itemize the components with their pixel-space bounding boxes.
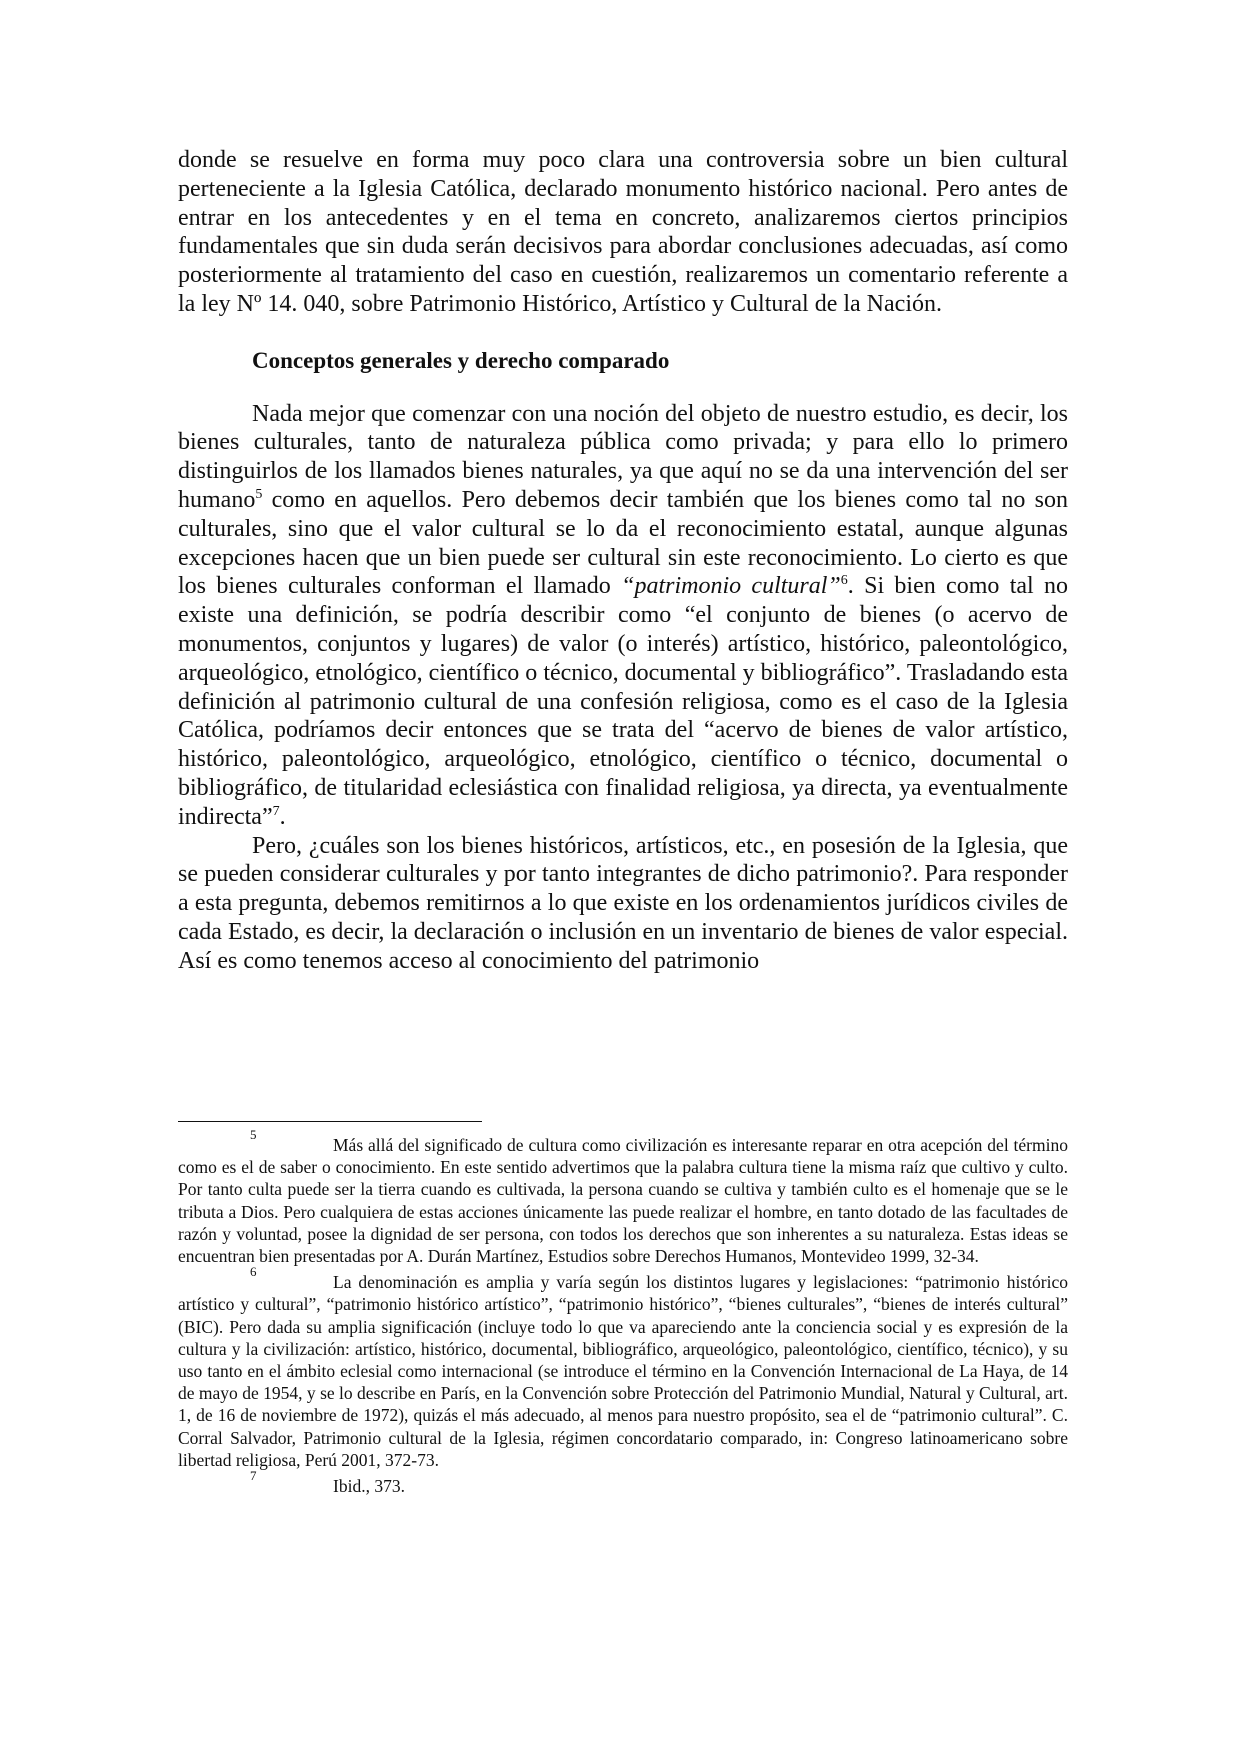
footnote-number: 5 <box>250 1127 257 1142</box>
footnote-6 <box>178 1264 1068 1471</box>
footnote-5 <box>178 1127 1068 1267</box>
footnotes <box>178 1127 1068 1497</box>
paragraph-2-part-d: . <box>279 803 286 830</box>
footnote-text: La denominación es amplia y varía según los distintos lugares y legislaciones: “patrimonio histórico artístico y cultural”, “patrimonio histórico artístico”, “patrimonio histórico”, “bienes culturales”, “bienes de interés cultural” (BIC). Pero dada su amplia significación (incluye todo lo que va apareciendo ante la conciencia social y es expresión de la cultura y la civilización: artístico, histórico, documental, bibliográfico, arqueológico, paleontológico, científico, técnico), y su uso tanto en el ámbito eclesial como internacional (se introduce el término en la Convención Internacional de La Haya, de 14 de mayo de 1954, y se lo describe en París, en la Convención sobre Protección del Patrimonio Mundial, Natural y Cultural, art. 1, de 16 de noviembre de 1972), quizás el más adecuado, al menos para nuestro propósito, sea el de “patrimonio cultural”. C. Corral Salvador, Patrimonio cultural de la Iglesia, régimen concordatario comparado, in: Congreso latinoamericano sobre libertad religiosa, Perú 2001, 372-73. <box>178 1272 1068 1470</box>
footnote-ref-5[interactable]: 5 <box>255 486 263 502</box>
footnote-ref-6[interactable]: 6 <box>840 573 848 589</box>
paragraph-3: Pero, ¿cuáles son los bienes históricos, artísticos, etc., en posesión de la Iglesia, que se pueden considerar culturales y por tanto integrantes de dicho patrimonio?. Para responder a esta pregunta, debemos remitirnos a lo que existe en los ordenamientos jurídicos civiles de cada Estado, es decir, la declaración o inclusión en un inventario de bienes de valor especial. Así es como tenemos acceso al conocimiento del patrimonio <box>178 832 1068 974</box>
paragraph-2-part-a: Nada mejor que comenzar con una noción del objeto de nuestro estudio, es decir, los bienes culturales, tanto de naturaleza pública como privada; y para ello lo primero distinguirlos de los llamados bienes naturales, ya que aquí no se da una intervención del ser humano <box>178 400 1068 513</box>
section-heading: Conceptos generales y derecho comparado <box>252 347 670 373</box>
paragraph-2-part-c: . Si bien como tal no existe una definición, se podría describir como “el conjunto de bienes (o acervo de monumentos, conjuntos y lugares) de valor (o interés) artístico, histórico, paleontológico, arqueológico, etnológico, científico o técnico, documental y bibliográfico”. Trasladando esta definición al patrimonio cultural de una confesión religiosa, como es el caso de la Iglesia Católica, podríamos decir entonces que se trata del “acervo de bienes de valor artístico, histórico, paleontológico, arqueológico, etnológico, científico o técnico, documental o bibliográfico, de titularidad eclesiástica con finalidad religiosa, ya directa, ya eventualmente indirecta” <box>178 573 1068 830</box>
footnote-number: 7 <box>250 1468 257 1484</box>
footnote-7 <box>178 1468 1068 1497</box>
italic-term: “patrimonio cultural” <box>621 573 841 600</box>
paragraph-1: donde se resuelve en forma muy poco clara una controversia sobre un bien cultural perteneciente a la Iglesia Católica, declarado monumento histórico nacional. Pero antes de entrar en los antecedentes y en el tema en concreto, analizaremos ciertos principios fundamentales que sin duda serán decisivos para abordar conclusiones adecuadas, así como posteriormente al tratamiento del caso en cuestión, realizaremos un comentario referente a la ley Nº 14. 040, sobre Patrimonio Histórico, Artístico y Cultural de la Nación. <box>178 147 1068 317</box>
main-body <box>178 146 1068 976</box>
footnote-text: Ibid., 373. <box>333 1476 405 1497</box>
footnote-number: 6 <box>250 1264 257 1280</box>
footnote-separator <box>178 1121 482 1122</box>
paragraph-2-part-b: como en aquellos. Pero debemos decir también que los bienes como tal no son culturales, sino que el valor cultural se lo da el reconocimiento estatal, aunque algunas excepciones hacen que un bien puede ser cultural sin este reconocimiento. Lo cierto es que los bienes culturales conforman el llamado <box>178 486 1068 600</box>
footnote-ref-7[interactable]: 7 <box>272 803 280 819</box>
footnote-text: Más allá del significado de cultura como civilización es interesante reparar en otra acepción del término como es el de saber o conocimiento. En este sentido advertimos que la palabra cultura tiene la misma raíz que cultivo y culto. Por tanto culta puede ser la tierra cuando es cultivada, la persona cuando se cultiva y también culto es el homenaje que se le tributa a Dios. Pero cualquiera de estas acciones únicamente las puede realizar el hombre, en tanto dotado de las facultades de razón y voluntad, posee la dignidad de ser persona, con todos los derechos que son inherentes a su naturaleza. Estas ideas se encuentran bien presentadas por A. Durán Martínez, Estudios sobre Derechos Humanos, Montevideo 1999, 32-34. <box>178 1135 1068 1267</box>
paragraph-2 <box>178 400 1068 832</box>
